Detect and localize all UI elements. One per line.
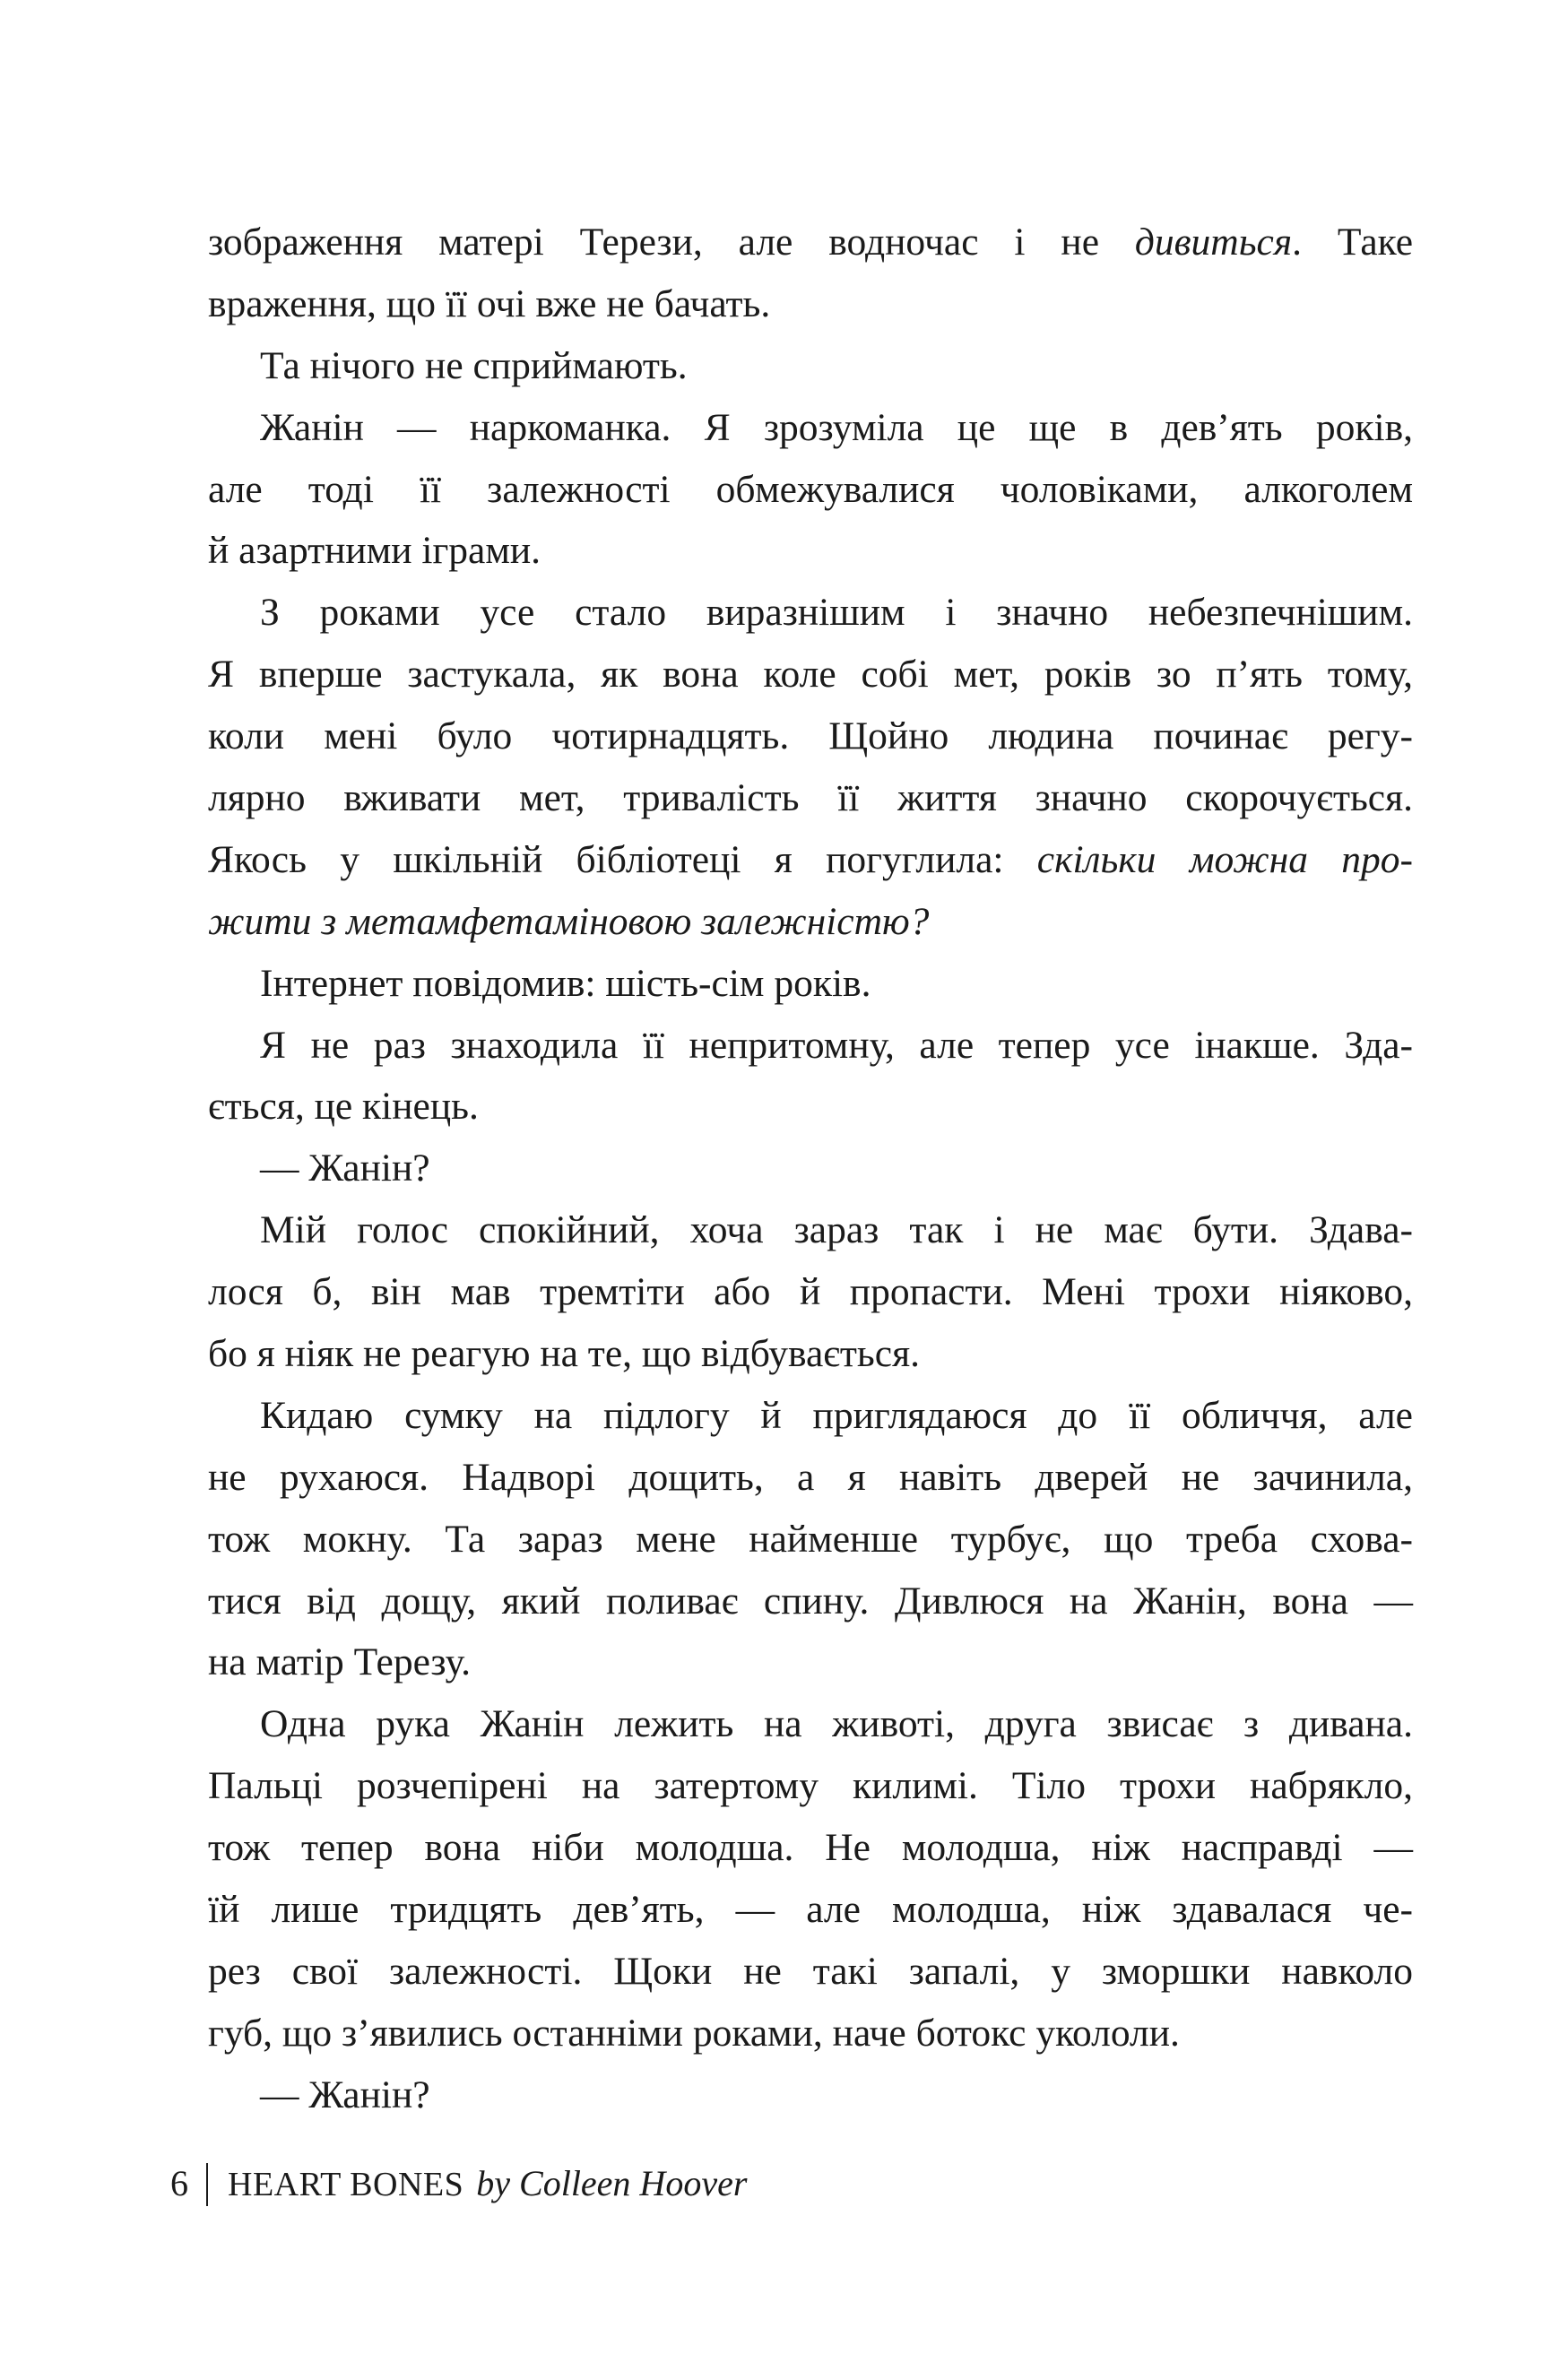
page-footer (170, 2157, 747, 2211)
text-line: Кидаю сумку на підлогу й приглядаюся до її обличчя, але (260, 1393, 1413, 1437)
text-line: Я не раз знаходила її непритомну, але тепер усе інакше. Зда- (260, 1023, 1413, 1067)
text-line: Одна рука Жанін лежить на животі, друга звисає з дивана. (260, 1702, 1413, 1746)
text-line: — Жанін? (260, 2073, 430, 2116)
text-line: — Жанін? (260, 1147, 430, 1190)
author-byline: by Colleen Hoover (476, 2163, 748, 2203)
text-line: тож мокну. Та зараз мене найменше турбує, що треба схова- (208, 1517, 1413, 1561)
text-line: губ, що з’явились останніми роками, наче ботокс укололи. (208, 2011, 1180, 2055)
text-line: не рухаюся. Надворі дощить, а я навіть дверей не зачинила, (208, 1455, 1413, 1499)
text-line: Якось у шкільній бібліотеці я погуглила: скільки можна про- (208, 837, 1414, 881)
book-title: HEART BONES (228, 2166, 464, 2203)
text-line: бо я ніяк не реагую на те, що відбувається. (208, 1332, 920, 1376)
text-line: на матір Терезу. (208, 1640, 471, 1684)
text-line: й азартними іграми. (208, 529, 541, 573)
text-line: жити з метамфетаміновою залежністю? (208, 899, 930, 943)
footer-divider (206, 2163, 208, 2206)
text-line: Пальці розчепірені на затертому килимі. Тіло трохи набрякло, (208, 1764, 1413, 1808)
text-line: З роками усе стало виразнішим і значно небезпечнішим. (260, 591, 1413, 635)
text-line: Та нічого не сприймають. (260, 343, 688, 387)
text-line: рез свої залежності. Щоки не такі запалі, у зморшки навколо (208, 1949, 1413, 1993)
text-line: враження, що її очі вже не бачать. (208, 281, 771, 325)
text-line: коли мені було чотирнадцять. Щойно людина починає регу- (208, 714, 1413, 758)
text-line: Я вперше застукала, як вона коле собі мет, років зо п’ять тому, (208, 653, 1413, 697)
body-text (208, 212, 1413, 2126)
text-line: але тоді її залежності обмежувалися чоловіками, алкоголем (208, 467, 1413, 511)
page-number: 6 (170, 2163, 188, 2203)
text-line: тож тепер вона ніби молодша. Не молодша, ніж насправді — (208, 1826, 1413, 1870)
text-line: Жанін — наркоманка. Я зрозуміла це ще в дев’ять років, (260, 405, 1413, 449)
text-line: зображення матері Терези, але водночас і не дивиться. Таке (208, 221, 1413, 264)
text-line: Мій голос спокійний, хоча зараз так і не має бути. Здава- (260, 1208, 1413, 1252)
text-line: лося б, він мав тремтіти або й пропасти. Мені трохи ніяково, (208, 1270, 1413, 1314)
text-line: лярно вживати мет, тривалість її життя значно скорочується. (208, 776, 1413, 820)
text-line: Інтернет повідомив: шість-сім років. (260, 961, 871, 1005)
text-line: ється, це кінець. (208, 1085, 479, 1129)
text-line: їй лише тридцять дев’ять, — але молодша, ніж здавалася че- (208, 1888, 1413, 1932)
text-line: тися від дощу, який поливає спину. Дивлюся на Жанін, вона — (208, 1579, 1413, 1623)
